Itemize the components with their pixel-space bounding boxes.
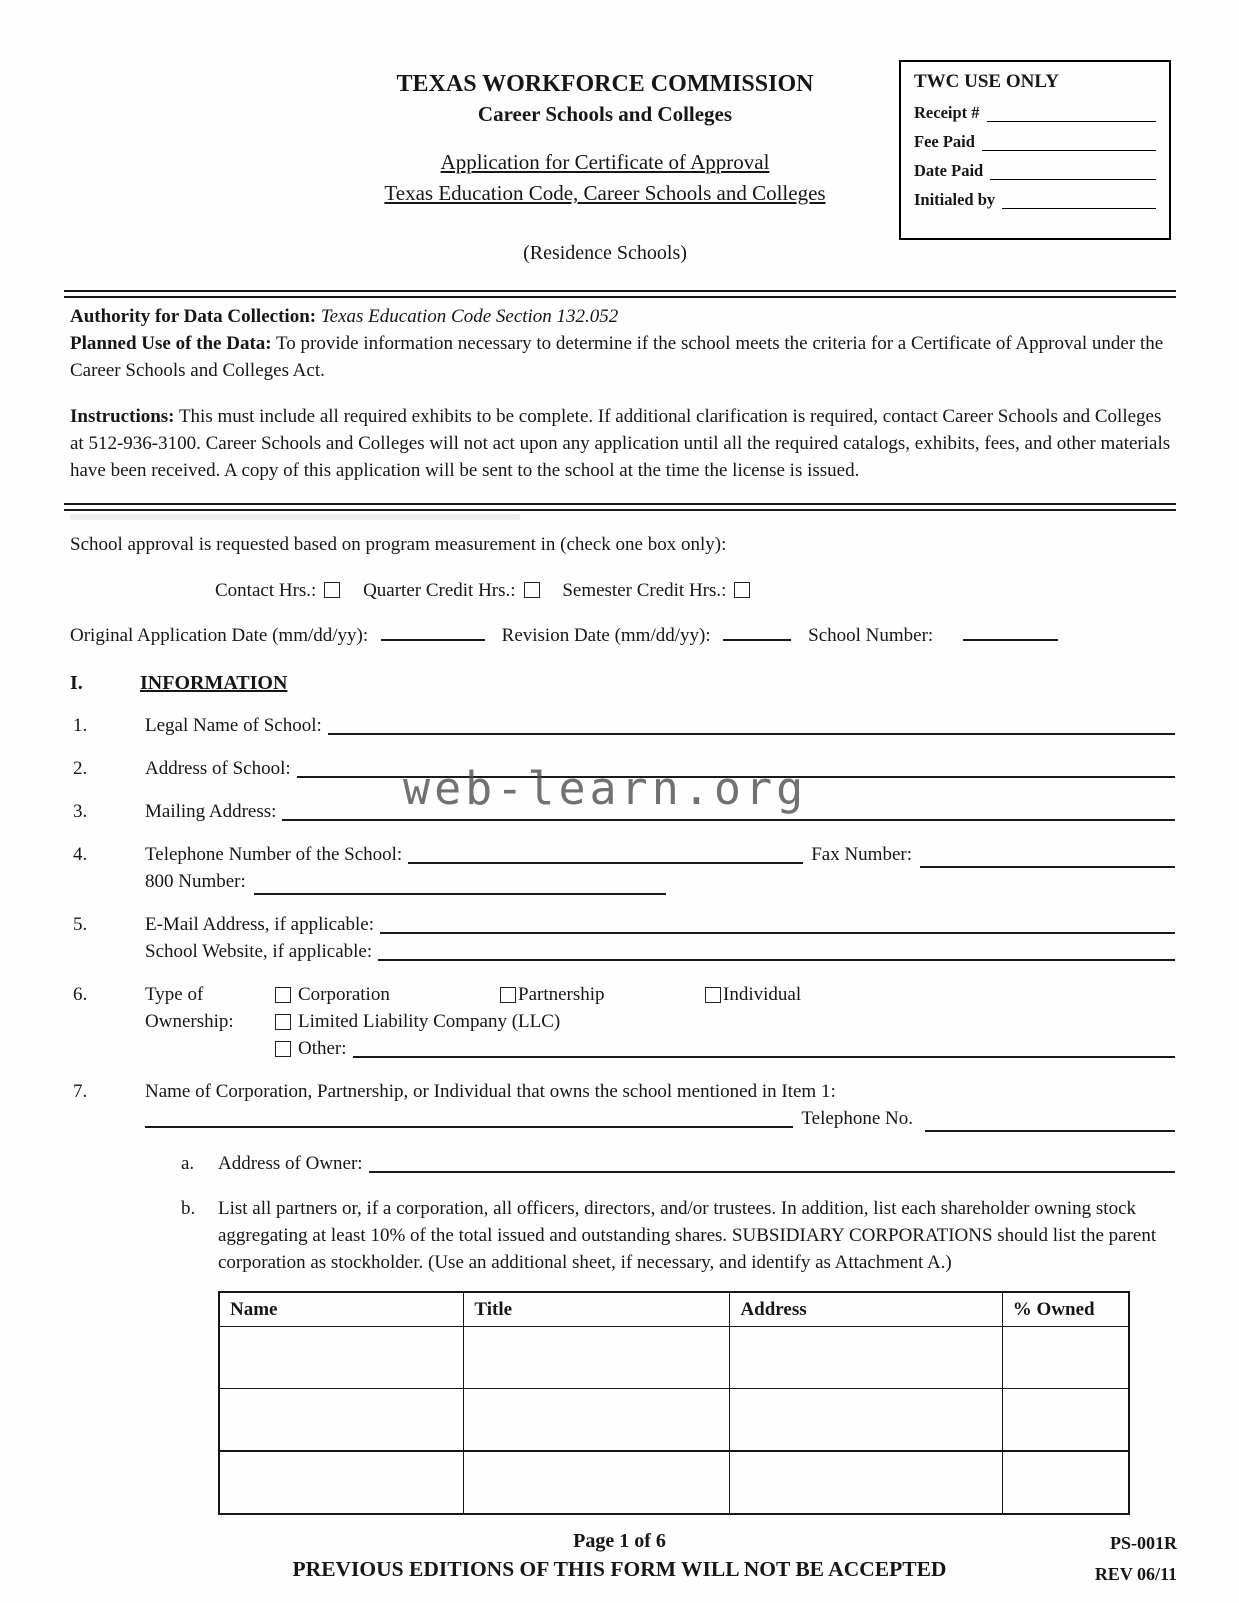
footer-notice: PREVIOUS EDITIONS OF THIS FORM WILL NOT BE ACCEPTED — [292, 1557, 947, 1581]
twc-fee-row — [914, 132, 1156, 151]
item-partners-list — [181, 1195, 1175, 1515]
item-ownership-type — [73, 981, 1175, 1062]
table-row — [219, 1389, 1129, 1452]
table-cell[interactable] — [730, 1451, 1002, 1514]
col-header-percent-owned: % Owned — [1002, 1292, 1129, 1327]
table-row — [219, 1451, 1129, 1514]
legal-name-label: Legal Name of School: — [145, 715, 322, 736]
fee-paid-label: Fee Paid — [914, 132, 975, 151]
contact-hrs-label: Contact Hrs.: — [215, 580, 317, 601]
owner-address-label: Address of Owner: — [218, 1153, 363, 1174]
item-number: 7. — [73, 1081, 88, 1102]
school-address-blank[interactable] — [297, 776, 1175, 778]
table-cell[interactable] — [1002, 1389, 1129, 1452]
school-number-label: School Number: — [808, 625, 934, 646]
measurement-options-row — [215, 577, 1175, 604]
planned-use-text: To provide information necessary to determine if the school meets the criteria for a Certificate of Approval under the Career Schools and Colleges Act. — [70, 333, 1164, 381]
item-email-website — [73, 911, 1175, 965]
form-id-block — [1095, 1530, 1177, 1587]
table-cell[interactable] — [730, 1327, 1002, 1389]
instructions-text: This must include all required exhibits to be complete. If additional clarification is required, contact Career Schools and Colleges at 512-936-3100. Career Schools and Colleges will not act upon any application until all the required catalogs, exhibits, fees, and other materials have been received. A copy of this application will be sent to the school at the time the license is issued. — [70, 406, 1171, 481]
initialed-by-blank[interactable] — [1002, 193, 1156, 209]
page-footer — [0, 1528, 1239, 1584]
telephone-number-blank[interactable] — [408, 862, 803, 864]
instructions-label: Instructions: — [70, 406, 175, 427]
corporation-label: Corporation — [298, 984, 390, 1005]
measurement-intro: School approval is requested based on program measurement in (check one box only): — [70, 534, 727, 555]
twc-initial-row — [914, 190, 1156, 209]
website-label: School Website, if applicable: — [145, 941, 373, 962]
authority-value: Texas Education Code Section 132.052 — [320, 306, 619, 327]
agency-name: TEXAS WORKFORCE COMMISSION — [396, 71, 814, 97]
email-blank[interactable] — [380, 932, 1175, 934]
department-name: Career Schools and Colleges — [477, 102, 733, 126]
website-blank[interactable] — [378, 959, 1175, 961]
table-cell[interactable] — [464, 1451, 730, 1514]
fee-paid-blank[interactable] — [982, 135, 1156, 151]
receipt-label: Receipt # — [914, 103, 980, 122]
email-label: E-Mail Address, if applicable: — [145, 914, 374, 935]
application-title: Application for Certificate of Approval — [440, 150, 770, 174]
form-revision: REV 06/11 — [1094, 1564, 1177, 1584]
authority-label: Authority for Data Collection: — [70, 306, 317, 327]
fax-number-blank[interactable] — [920, 848, 1175, 868]
item-number: 4. — [73, 844, 88, 865]
table-cell[interactable] — [219, 1451, 464, 1514]
other-checkbox[interactable] — [275, 1041, 291, 1057]
twc-use-only-box — [899, 60, 1171, 240]
sub-item-letter: a. — [181, 1153, 195, 1174]
instructions-paragraph — [70, 403, 1175, 484]
telephone-number-label: Telephone Number of the School: — [145, 844, 403, 865]
sub-item-letter: b. — [181, 1198, 196, 1219]
initialed-by-label: Initialed by — [914, 190, 996, 209]
application-subtitle: Texas Education Code, Career Schools and Colleges — [384, 181, 826, 205]
original-application-date-blank[interactable] — [381, 621, 485, 641]
col-header-title: Title — [464, 1292, 730, 1327]
owners-table-header-row — [219, 1292, 1129, 1327]
col-header-name: Name — [219, 1292, 464, 1327]
twc-receipt-row — [914, 103, 1156, 122]
owner-name-blank[interactable] — [145, 1126, 793, 1128]
original-application-date-label: Original Application Date (mm/dd/yy): — [70, 625, 369, 646]
planned-use-label: Planned Use of the Data: — [70, 333, 272, 354]
top-divider — [64, 290, 1176, 298]
table-cell[interactable] — [219, 1389, 464, 1452]
item-number: 3. — [73, 801, 88, 822]
col-header-address: Address — [730, 1292, 1002, 1327]
table-cell[interactable] — [730, 1389, 1002, 1452]
page-number: Page 1 of 6 — [573, 1530, 666, 1552]
owner-telephone-label: Telephone No. — [801, 1108, 913, 1129]
item-number: 6. — [73, 984, 88, 1005]
contact-hrs-checkbox[interactable] — [324, 582, 340, 598]
table-cell[interactable] — [464, 1389, 730, 1452]
table-cell[interactable] — [464, 1327, 730, 1389]
ownership-option-partnership — [500, 981, 705, 1008]
watermark: web-learn.org — [403, 762, 808, 815]
other-label: Other: — [298, 1038, 347, 1059]
other-blank[interactable] — [353, 1056, 1175, 1058]
twc-box-title: TWC USE ONLY — [914, 71, 1060, 92]
800-number-blank[interactable] — [254, 875, 666, 895]
partnership-checkbox[interactable] — [500, 987, 516, 1003]
scan-artifact — [70, 514, 520, 520]
receipt-blank[interactable] — [987, 106, 1156, 122]
school-address-label: Address of School: — [145, 758, 291, 779]
table-cell[interactable] — [1002, 1327, 1129, 1389]
item-mailing-address — [73, 798, 1175, 825]
date-paid-blank[interactable] — [990, 164, 1156, 180]
owner-telephone-blank[interactable] — [925, 1112, 1175, 1132]
800-number-label: 800 Number: — [145, 871, 246, 892]
revision-date-label: Revision Date (mm/dd/yy): — [501, 625, 711, 646]
owners-table — [218, 1291, 1130, 1515]
form-header — [225, 70, 985, 266]
legal-name-blank[interactable] — [328, 733, 1175, 735]
llc-label: Limited Liability Company (LLC) — [298, 1011, 561, 1032]
ownership-type-label: Type of Ownership: — [145, 984, 234, 1032]
individual-checkbox[interactable] — [705, 987, 721, 1003]
section-1-heading — [70, 670, 1175, 696]
table-cell[interactable] — [1002, 1451, 1129, 1514]
llc-checkbox[interactable] — [275, 1014, 291, 1030]
ownership-option-individual — [705, 981, 801, 1008]
school-type-label: (Residence Schools) — [523, 242, 687, 264]
item-number: 1. — [73, 715, 88, 736]
section-numeral: I. — [70, 672, 83, 694]
item-phone-numbers — [73, 841, 1175, 895]
section-divider — [64, 503, 1176, 511]
item-number: 2. — [73, 758, 88, 779]
revision-date-blank[interactable] — [723, 621, 791, 641]
ownership-option-other — [275, 1035, 347, 1062]
owner-name-label: Name of Corporation, Partnership, or Individual that owns the school mentioned in Item 1: — [145, 1081, 836, 1102]
date-paid-label: Date Paid — [914, 161, 984, 180]
data-collection-paragraph — [70, 303, 1175, 384]
table-cell[interactable] — [219, 1327, 464, 1389]
item-owner-name — [73, 1078, 1175, 1132]
partners-list-text: List all partners or, if a corporation, all officers, directors, and/or trustees. In addition, list each shareholder owning stock aggregating at least 10% of the total issued and outstanding shares. SUBSIDIARY CORPORATIONS should list the parent corporation as stockholder. (Use an additional sheet, if necessary, and identify as Attachment A.) — [218, 1198, 1157, 1273]
dates-row — [70, 621, 1175, 649]
quarter-credit-hrs-label: Quarter Credit Hrs.: — [363, 580, 516, 601]
form-number: PS-001R — [1110, 1533, 1177, 1553]
ownership-option-llc — [275, 1008, 560, 1035]
semester-credit-hrs-label: Semester Credit Hrs.: — [562, 580, 727, 601]
school-number-blank[interactable] — [963, 621, 1058, 641]
individual-label: Individual — [723, 984, 802, 1005]
item-school-address — [73, 755, 1175, 782]
item-owner-address — [181, 1150, 1175, 1177]
partnership-label: Partnership — [518, 984, 605, 1005]
section-title: INFORMATION — [140, 672, 288, 694]
twc-date-row — [914, 161, 1156, 180]
item-number: 5. — [73, 914, 88, 935]
item-legal-name — [73, 712, 1175, 739]
mailing-address-blank[interactable] — [282, 819, 1175, 821]
table-row — [219, 1327, 1129, 1389]
quarter-credit-hrs-checkbox[interactable] — [524, 582, 540, 598]
corporation-checkbox[interactable] — [275, 987, 291, 1003]
semester-credit-hrs-checkbox[interactable] — [734, 582, 750, 598]
ownership-option-corporation — [275, 981, 500, 1008]
mailing-address-label: Mailing Address: — [145, 801, 277, 822]
fax-number-label: Fax Number: — [811, 844, 912, 865]
owner-address-blank[interactable] — [369, 1171, 1175, 1173]
